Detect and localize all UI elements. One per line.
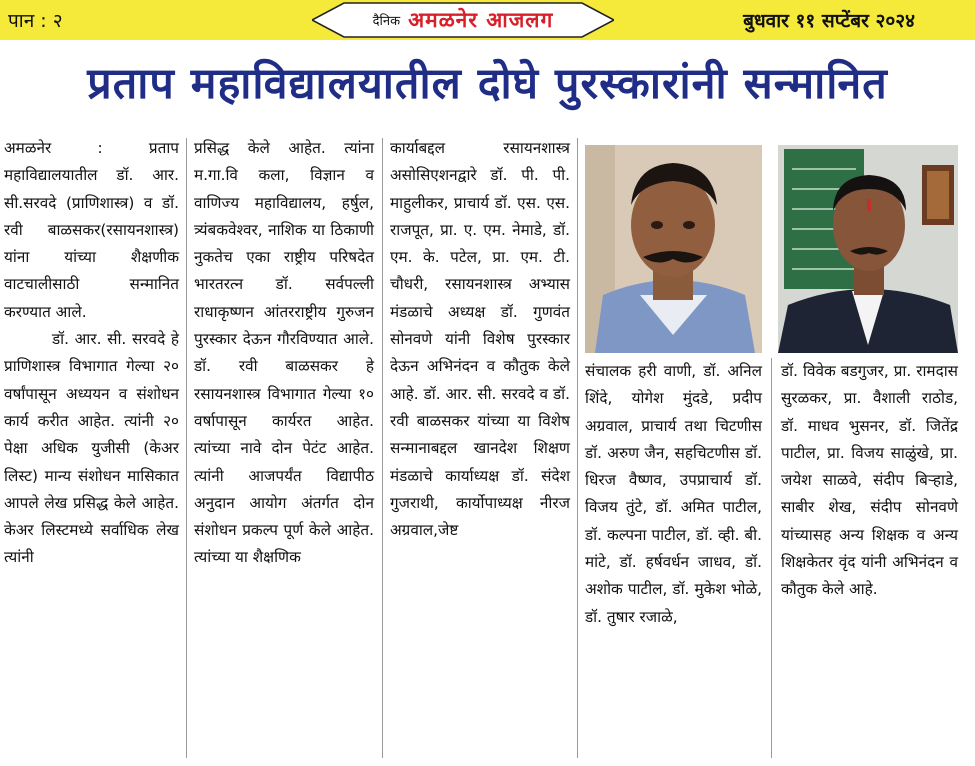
column-divider — [771, 358, 772, 758]
page-number: पान : २ — [8, 10, 63, 32]
issue-date: बुधवार ११ सप्टेंबर २०२४ — [743, 10, 915, 32]
column-divider — [186, 138, 187, 758]
article-column-4: संचालक हरी वाणी, डॉ. अनिल शिंदे, योगेश मुंदडे, प्रदीप अग्रवाल, प्राचार्य तथा चिटणीस डॉ. अरुण जैन, सहचिटणीस डॉ. धिरज वैष्णव, उपप्राचार्य डॉ. विजय तुंटे, डॉ. अमित पाटील, डॉ. कल्पना पाटील, डॉ. व्ही. बी. मांटे, डॉ. हर्षवर्धन जाधव, डॉ. अशोक पाटील, डॉ. मुकेश भोळे, डॉ. तुषार रजाळे, — [585, 362, 762, 626]
newspaper-name: अमळनेर आजलग — [408, 8, 554, 32]
article-column-5: डॉ. विवेक बडगुजर, प्रा. रामदास सुरळकर, प्रा. वैशाली राठोड, डॉ. माधव भुसनर, डॉ. जितेंद्र पाटील, प्रा. विजय साळुंखे, प्रा. जयेश साळवे, संदीप बिऱ्हाडे, साबीर शेख, संदीप सोनवणे यांच्यासह अन्य शिक्षक व अन्य शिक्षकेतर वृंद यांनी अभिनंदन व कौतुक केले आहे. — [781, 362, 958, 599]
article-column-2: प्रसिद्ध केले आहेत. त्यांना म.गा.वि कला, विज्ञान व वाणिज्य महाविद्यालय, हर्षुल, त्र्यंबकवेश्वर, नाशिक या ठिकाणी नुकतेच एका राष्ट्रीय परिषदेत भारतरत्न डॉ. सर्वपल्ली राधाकृष्णन आंतरराष्ट्रीय गुरुजन पुरस्कार देऊन गौरविण्यात आले. डॉ. रवी बाळसकर हे रसायनशास्त्र विभागात गेल्या १० वर्षापासून कार्यरत आहेत. त्यांच्या नावे दोन पेटंट आहेत. त्यांनी आजपर्यंत विद्यापीठ अनुदान आयोग अंतर्गत दोन संशोधन प्रकल्प पूर्ण केले आहेत. त्यांच्या या शैक्षणिक — [194, 139, 374, 567]
article-column-3: कार्याबद्दल रसायनशास्त्र असोसिएशनद्वारे डॉ. पी. पी. माहुलीकर, प्राचार्य डॉ. एस. एस. राजपूत, प्रा. ए. एम. नेमाडे, डॉ. एम. के. पटेल, प्रा. एम. टी. चौधरी, रसायनशास्त्र अभ्यास मंडळाचे अध्यक्ष डॉ. गुणवंत सोनवणे यांनी विशेष पुरस्कार देऊन अभिनंदन व कौतुक केले आहे. डॉ. आर. सी. सरवदे व डॉ. रवी बाळसकर यांच्या या विशेष सन्मानाबद्दल खानदेश शिक्षण मंडळाचे कार्याध्यक्ष डॉ. संदेश गुजराथी, कार्योपाध्यक्ष नीरज अग्रवाल,जेष्ट — [390, 139, 570, 540]
article-headline: प्रताप महाविद्यालयातील दोघे पुरस्कारांनी सन्मानित — [87, 59, 888, 109]
masthead — [312, 2, 614, 38]
column-divider — [382, 138, 383, 758]
top-bar — [0, 0, 975, 40]
photo-dr-sarvade — [585, 145, 762, 353]
article-column-1 — [4, 135, 179, 572]
photo-dr-balsakar — [778, 145, 958, 353]
article-paragraph: डॉ. आर. सी. सरवदे हे प्राणिशास्त्र विभागात गेल्या २० वर्षांपासून अध्ययन व संशोधन कार्य करीत आहेत. त्यांनी २० पेक्षा अधिक युजीसी (केअर लिस्ट) मान्य संशोधन मासिकात आपले लेख प्रसिद्ध केले आहेत. केअर लिस्टमध्ये सर्वाधिक लेख त्यांनी — [4, 330, 179, 567]
masthead-daily-label: दैनिक — [372, 14, 401, 29]
column-divider — [577, 138, 578, 758]
article-paragraph: अमळनेर : प्रताप महाविद्यालयातील डॉ. आर. सी.सरवदे (प्राणिशास्त्र) व डॉ. रवी बाळसकर(रसायनशास्त्र) यांना यांच्या शैक्षणीक वाटचालीसाठी सन्मानित करण्यात आले. — [4, 139, 179, 321]
